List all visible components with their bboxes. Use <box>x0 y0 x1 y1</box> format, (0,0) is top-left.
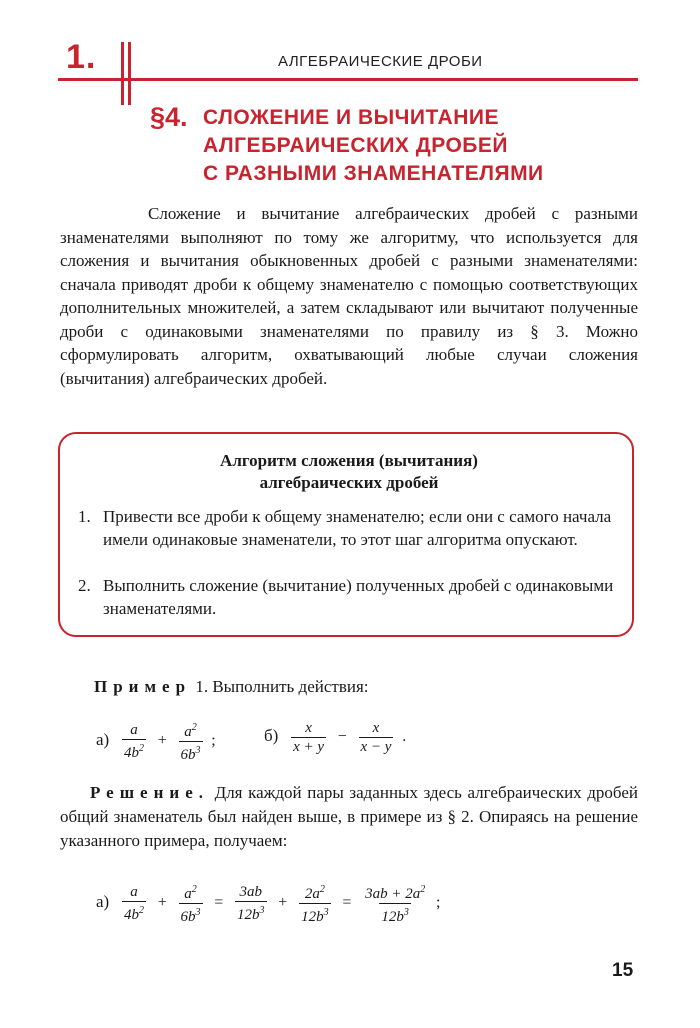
step-text: Привести все дроби к общему знаменателю; если они с самого начала имели одинаковые знаменатели, то этот шаг алгоритма опускают. <box>103 507 612 549</box>
header-bar <box>121 42 124 105</box>
example-heading <box>94 677 369 697</box>
example-label: Пример <box>94 677 192 696</box>
algorithm-title-line: алгебраических дробей <box>259 473 439 492</box>
item-label: а) <box>96 729 110 749</box>
example-b-formula: б) $\frac{x}{x + y}$ − $\frac{x}{x - y}$ . <box>264 720 407 755</box>
step-text: Выполнить сложение (вычитание) полученных дробей с одинаковыми знаменателями. <box>103 576 614 618</box>
solution-paragraph <box>60 781 638 853</box>
solution-a-formula: а) $\frac{a}{4b^2}$ + $\frac{a^2}{6b^3}$ = $\frac{3ab}{12b^3}$ + $\frac{2a^2}{12b^3}$ = $\frac{3ab + 2a^2}{12b^3}$ ; <box>96 884 441 925</box>
solution-text: Для каждой пары заданных здесь алгебраических дробей общий знаменатель был найден выше, в примере из § 2. Опираясь на решение указанного примера, получаем: <box>60 783 638 850</box>
algorithm-title <box>60 450 638 494</box>
solution-label: Решение. <box>90 783 209 802</box>
section-title-line: С РАЗНЫМИ ЗНАМЕНАТЕЛЯМИ <box>203 162 544 185</box>
chapter-number: 1. <box>66 38 97 76</box>
intro-paragraph: Сложение и вычитание алгебраических дробей с разными знаменателями выполняют по тому же алгоритму, что используется для сложения и вычитания обыкновенных дробей с разными знаменателями: сначала приводят дроби к общему знаменателю с помощью соответствующих дополнительных множителей, а затем складывают или вычитают полученные дроби с одинаковыми знаменателями по правилу из § 3. Можно сформулировать алгоритм, охватывающий любые случаи сложения (вычитания) алгебраических дробей. <box>60 204 638 388</box>
algorithm-step <box>78 574 618 620</box>
header-bar <box>128 42 131 105</box>
section-title-line: СЛОЖЕНИЕ И ВЫЧИТАНИЕ <box>203 106 499 129</box>
header-rule <box>58 78 638 81</box>
example-text: 1. Выполнить действия: <box>191 677 369 696</box>
section-number: §4. <box>150 102 188 132</box>
example-a-formula: а) $\frac{a}{4b^2}$ + $\frac{a^2}{6b^3}$ ; <box>96 722 216 763</box>
page-number: 15 <box>612 960 634 981</box>
algorithm-step <box>78 505 618 551</box>
running-head: АЛГЕБРАИЧЕСКИЕ ДРОБИ <box>278 53 483 70</box>
item-label: б) <box>264 725 279 745</box>
item-label: а) <box>96 891 110 911</box>
section-title-line: АЛГЕБРАИЧЕСКИХ ДРОБЕЙ <box>203 134 508 157</box>
step-number: 1. <box>78 507 91 526</box>
algorithm-title-line: Алгоритм сложения (вычитания) <box>220 451 478 470</box>
step-number: 2. <box>78 576 91 595</box>
